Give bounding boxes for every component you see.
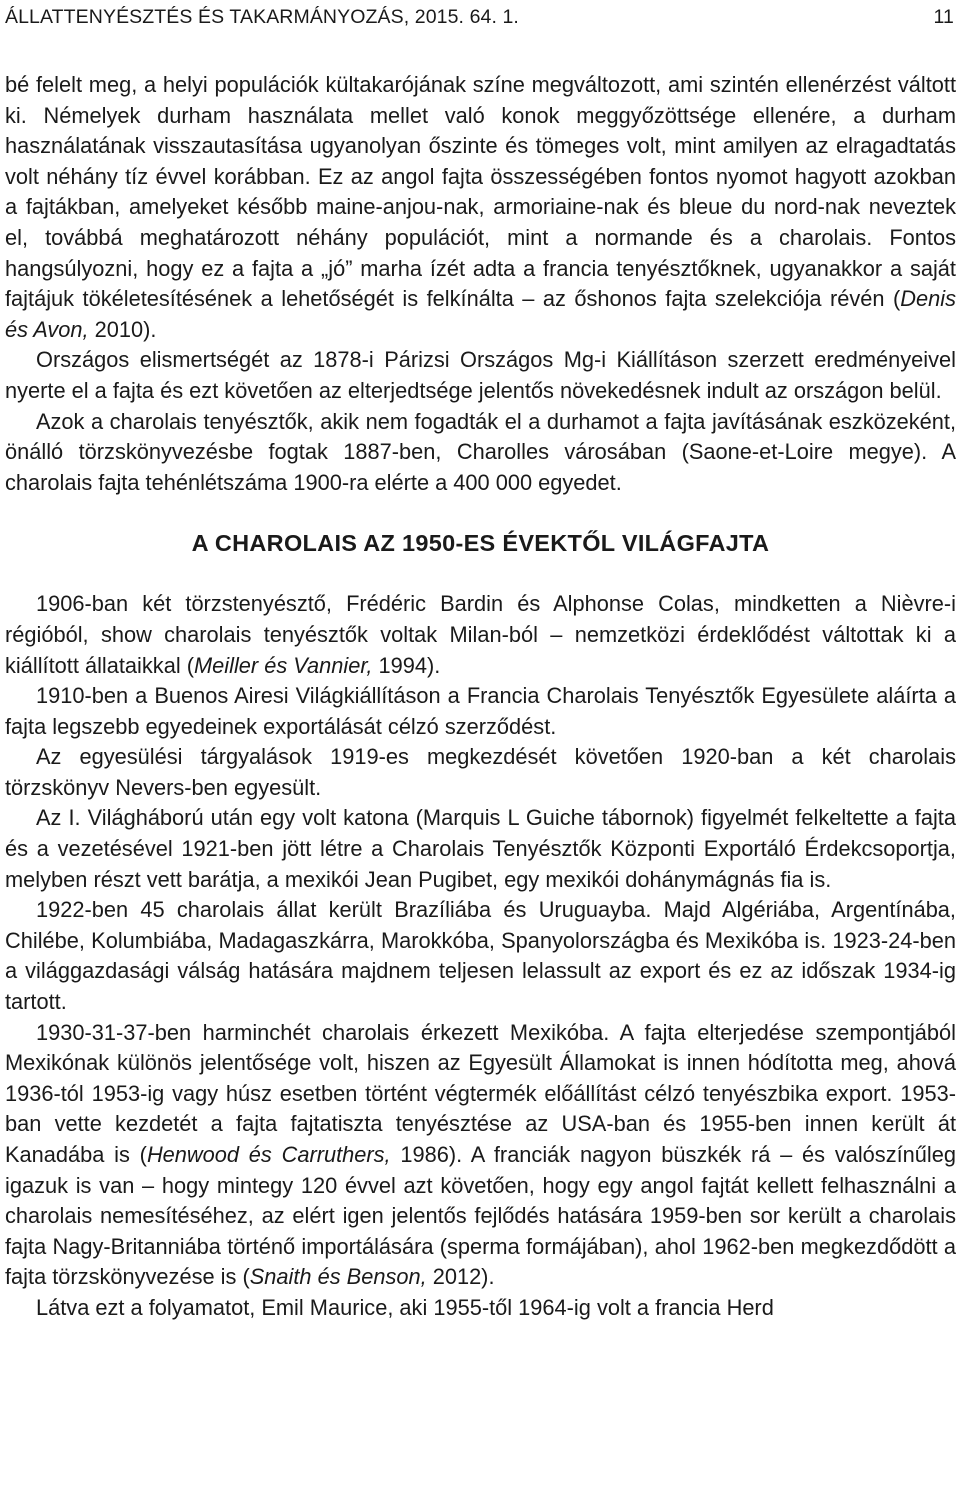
paragraph: Országos elismertségét az 1878-i Párizsi Országos Mg-i Kiállításon szerzett eredményeivel nyerte el a fajta és ezt követően az elterjedtsége jelentős növekedésnek indult az országon belül. [5,347,956,403]
paragraph [5,70,956,345]
citation: Meiller és Vannier, [193,652,373,678]
paragraph: Az egyesülési tárgyalások 1919-es megkezdését követően 1920-ban a két charolais törzskönyv Nevers-ben egyesült. [5,744,956,800]
body-text [5,70,956,1324]
citation: Snaith és Benson, [249,1264,427,1290]
running-header [5,0,956,38]
paragraph-text: 2010). [88,316,157,342]
page-number: 11 [933,6,954,28]
citation: Denis és Avon, [5,286,956,342]
paragraph: 1910-ben a Buenos Airesi Világkiállításon a Francia Charolais Tenyésztők Egyesülete aláírta a fajta legszebb egyedeinek exportálását célzó szerződést. [5,683,956,739]
paragraph-text: 1930-31-37-ben harminchét charolais érkezett Mexikóba. A fajta elterjedése szempontjából Mexikónak különös jelentősége volt, hiszen az Egyesült Államokat is innen hódította meg, ahová 1936-tól 1953-ig vagy húsz esetben történt végtermék előállítást célzó tenyészbika export. 1953-ban vette kezdetét a fajta fajtatiszta tenyésztése az USA-ban és 1955-ben innen került át Kanadába is ( [5,1019,956,1167]
paragraph: Azok a charolais tenyésztők, akik nem fogadták el a durhamot a fajta javításának eszközeként, önálló törzskönyvezésbe fogtak 1887-ben, Charolles városában (Saone-et-Loire megye). A charolais fajta tehénlétszáma 1900-ra elérte a 400 000 egyedet. [5,408,956,495]
paragraph-text: 1906-ban két törzstenyésztő, Frédéric Bardin és Alphonse Colas, mindketten a Nièvre-i régióból, show charolais tenyésztők voltak Milan-ból – nemzetközi érdeklődést váltottak ki a kiállított állataikkal ( [5,591,956,678]
paragraph-text: 1994). [372,652,441,678]
paragraph [5,589,956,681]
paragraph: Látva ezt a folyamatot, Emil Maurice, aki 1955-től 1964-ig volt a francia Herd [36,1294,774,1320]
paragraph: Az I. Világháború után egy volt katona (Marquis L Guiche tábornok) figyelmét felkeltette a fajta és a vezetésével 1921-ben jött létre a Charolais Tenyésztők Központi Exportáló Érdekcsoportja, melyben részt vett barátja, a mexikói Jean Pugibet, egy mexikói dohánymágnás fia is. [5,805,956,892]
journal-citation: ÁLLATTENYÉSZTÉS ÉS TAKARMÁNYOZÁS, 2015. 64. 1. [5,6,519,28]
paragraph [5,1018,956,1293]
citation: Henwood és Carruthers, [146,1142,391,1167]
paragraph-text: bé felelt meg, a helyi populációk kültakarójának színe megváltozott, ami szintén ellenérzést váltott ki. Némelyek durham használata mellet való konok meggyőzöttsége ellenére, a durham használatának visszautasítása ugyanolyan őszinte és tömeges volt, mint amilyen az elragadtatás volt néhány tíz évvel korábban. Ez az angol fajta összességében fontos nyomot hagyott azokban a fajtákban, amelyeket később maine-anjou-nak, armoriaine-nak és bleue du nord-nak neveztek el, továbbá meghatározott néhány populációt, mint a normande és a charolais. Fontos hangsúlyozni, hogy ez a fajta a „jó” marha ízét adta a francia tenyésztőknek, ugyanakkor a saját fajtájuk tökéletesítésének a lehetőségét is felkínálta – az őshonos fajta szelekciója révén ( [5,72,956,312]
paragraph-text: 2012). [426,1264,495,1290]
paragraph: 1922-ben 45 charolais állat került Brazíliába és Uruguayba. Majd Algériába, Argentínába, Chilébe, Kolumbiába, Madagaszkárra, Marokkóba, Spanyolországba és Mexikóba is. 1923-24-ben a világgazdasági válság hatására majdnem teljesen lelassult az export és ez az időszak 1934-ig tartott. [5,897,956,1015]
section-heading: A CHAROLAIS AZ 1950-ES ÉVEKTŐL VILÁGFAJTA [191,530,770,557]
paragraph-text: 1986). A franciák nagyon büszkék rá – és valószínűleg igazuk is van – hogy mintegy 120 évvel azt követően, hogy egy angol fajtát kellett felhasználni a charolais nemesítéséhez, az elért igen jelentős fejlődés hatására 1959-ben sor került a charolais fajta Nagy-Britanniába történő importálására (sperma formájában), ahol 1962-ben megkezdődött a fajta törzskönyvezése is ( [5,1142,956,1290]
